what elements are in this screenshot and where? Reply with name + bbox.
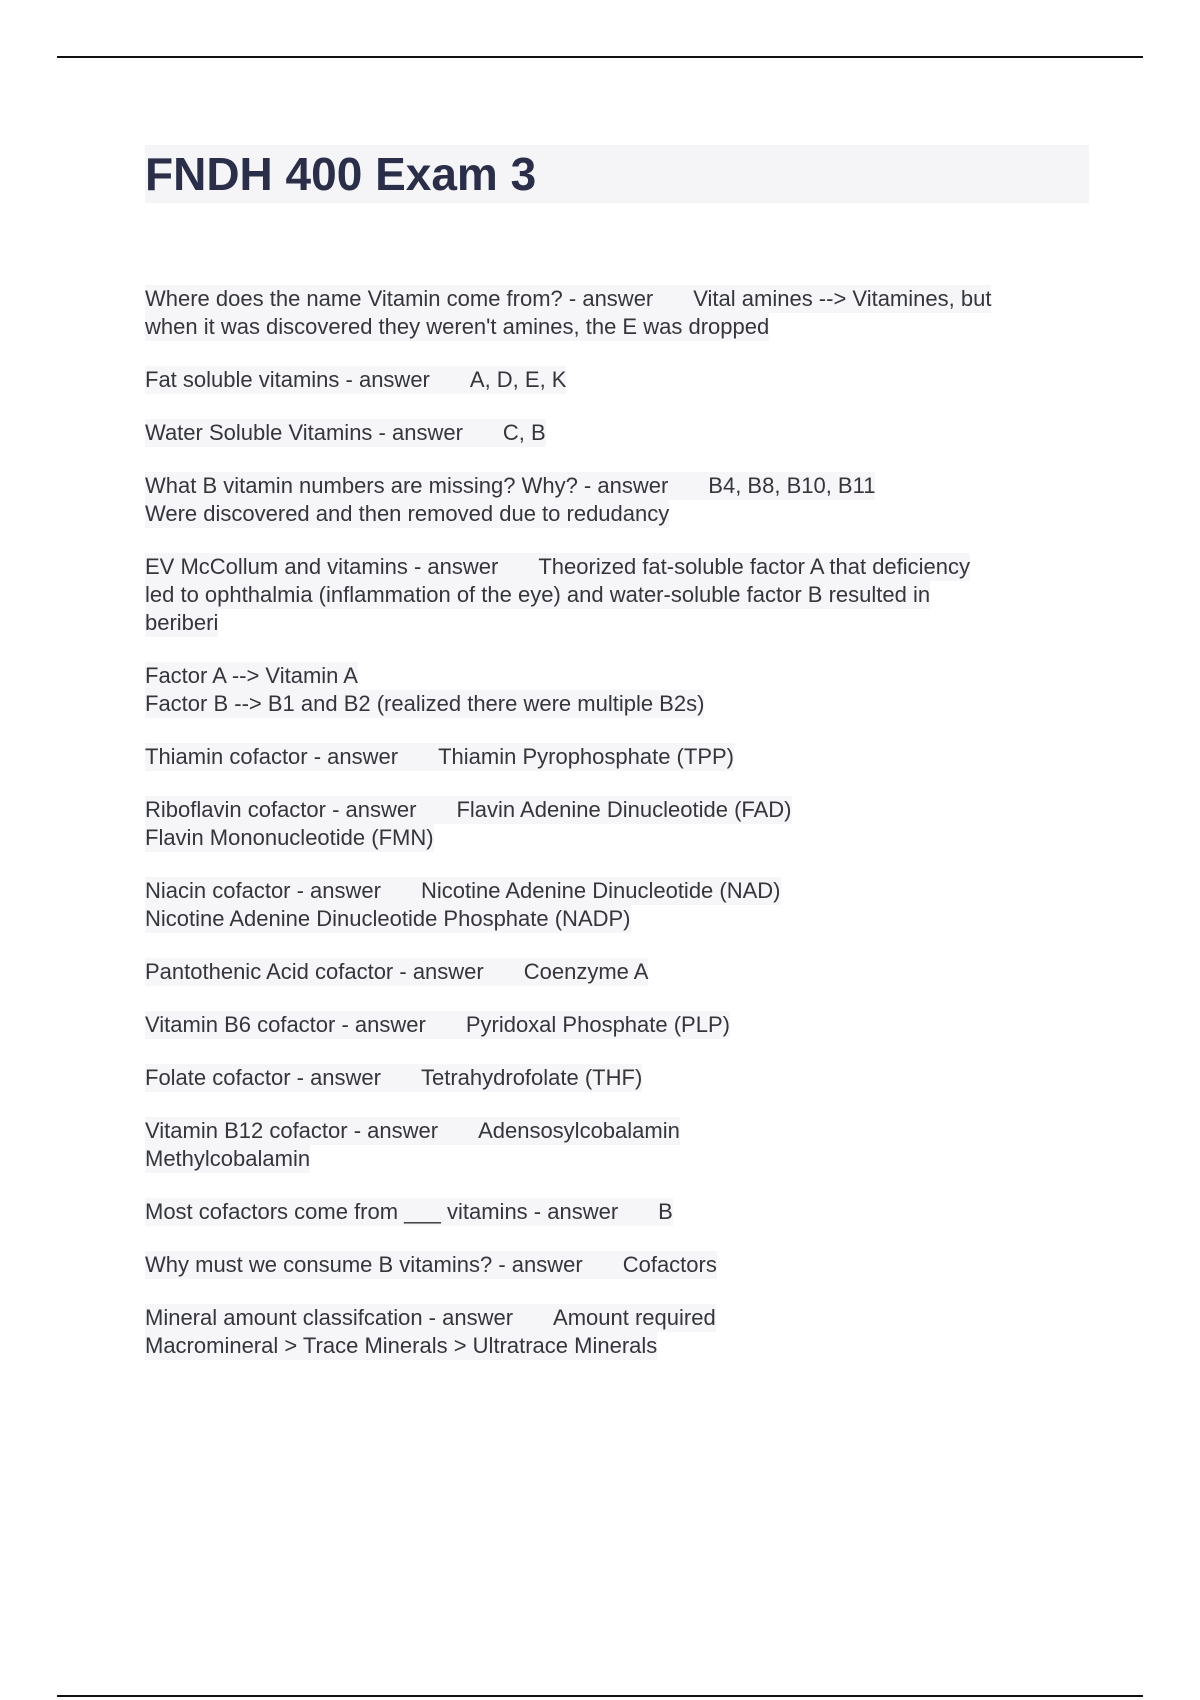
question-text: Most cofactors come from ___ vitamins - answer	[145, 1199, 619, 1224]
bottom-rule	[57, 1695, 1143, 1697]
card-line	[145, 743, 734, 771]
flashcard	[145, 1011, 1085, 1039]
card-line	[145, 1198, 673, 1226]
answer-text: Amount required	[553, 1305, 716, 1330]
question-text: Vitamin B6 cofactor - answer	[145, 1012, 426, 1037]
question-text: Niacin cofactor - answer	[145, 878, 381, 903]
card-line	[145, 1011, 730, 1039]
answer-continuation: when it was discovered they weren't amines, the E was dropped	[145, 314, 770, 339]
card-line	[145, 553, 970, 581]
question-text: Thiamin cofactor - answer	[145, 744, 399, 769]
answer-continuation: Methylcobalamin	[145, 1146, 311, 1171]
flashcard	[145, 472, 1085, 528]
card-line	[145, 1251, 717, 1279]
answer-text: Flavin Adenine Dinucleotide (FAD)	[456, 797, 792, 822]
answer-text: Vital amines --> Vitamines, but	[693, 286, 992, 311]
question-text: Pantothenic Acid cofactor - answer	[145, 959, 484, 984]
flashcard-list	[145, 285, 1085, 1385]
flashcard	[145, 1198, 1085, 1226]
card-line	[145, 472, 875, 500]
answer-text: A, D, E, K	[469, 367, 567, 392]
answer-continuation: Factor A --> Vitamin A	[145, 663, 358, 688]
answer-continuation: Nicotine Adenine Dinucleotide Phosphate (NADP)	[145, 906, 631, 931]
flashcard	[145, 796, 1085, 852]
answer-text: Coenzyme A	[523, 959, 649, 984]
answer-continuation: Flavin Mononucleotide (FMN)	[145, 825, 434, 850]
card-line	[145, 419, 546, 447]
card-line	[145, 958, 648, 986]
question-text: Where does the name Vitamin come from? - answer	[145, 286, 654, 311]
answer-continuation: Factor B --> B1 and B2 (realized there were multiple B2s)	[145, 691, 705, 716]
question-text: Mineral amount classifcation - answer	[145, 1305, 514, 1330]
card-line	[145, 1304, 716, 1332]
question-text: Vitamin B12 cofactor - answer	[145, 1118, 439, 1143]
document-title: FNDH 400 Exam 3	[145, 145, 1089, 203]
flashcard	[145, 958, 1085, 986]
card-line	[145, 366, 566, 394]
flashcard	[145, 285, 1085, 341]
answer-text: Pyridoxal Phosphate (PLP)	[465, 1012, 730, 1037]
flashcard	[145, 1304, 1085, 1360]
question-text: Water Soluble Vitamins - answer	[145, 420, 463, 445]
answer-text: Thiamin Pyrophosphate (TPP)	[438, 744, 734, 769]
question-text: Riboflavin cofactor - answer	[145, 797, 417, 822]
question-text: Fat soluble vitamins - answer	[145, 367, 430, 392]
flashcard	[145, 1251, 1085, 1279]
question-text: Why must we consume B vitamins? - answer	[145, 1252, 583, 1277]
card-line	[145, 285, 991, 313]
flashcard	[145, 743, 1085, 771]
card-line	[145, 1064, 642, 1092]
question-text: Folate cofactor - answer	[145, 1065, 381, 1090]
answer-continuation: led to ophthalmia (inflammation of the eye) and water-soluble factor B resulted in	[145, 582, 931, 607]
card-line	[145, 796, 792, 824]
card-line	[145, 1117, 680, 1145]
question-text: What B vitamin numbers are missing? Why? - answer	[145, 473, 669, 498]
answer-text: B4, B8, B10, B11	[708, 473, 876, 498]
flashcard	[145, 662, 1085, 718]
flashcard	[145, 877, 1085, 933]
answer-continuation: Were discovered and then removed due to redudancy	[145, 501, 670, 526]
answer-text: Tetrahydrofolate (THF)	[420, 1065, 643, 1090]
answer-text: C, B	[502, 420, 546, 445]
card-line	[145, 877, 781, 905]
flashcard	[145, 1064, 1085, 1092]
answer-text: Adensosylcobalamin	[478, 1118, 680, 1143]
top-rule	[57, 56, 1143, 58]
answer-text: Cofactors	[622, 1252, 717, 1277]
question-text: EV McCollum and vitamins - answer	[145, 554, 499, 579]
answer-text: Theorized fat-soluble factor A that deficiency	[538, 554, 971, 579]
flashcard	[145, 419, 1085, 447]
answer-continuation: beriberi	[145, 610, 219, 635]
answer-text: B	[658, 1199, 673, 1224]
flashcard	[145, 553, 1085, 637]
flashcard	[145, 1117, 1085, 1173]
flashcard	[145, 366, 1085, 394]
answer-text: Nicotine Adenine Dinucleotide (NAD)	[420, 878, 781, 903]
answer-continuation: Macromineral > Trace Minerals > Ultratrace Minerals	[145, 1333, 658, 1358]
